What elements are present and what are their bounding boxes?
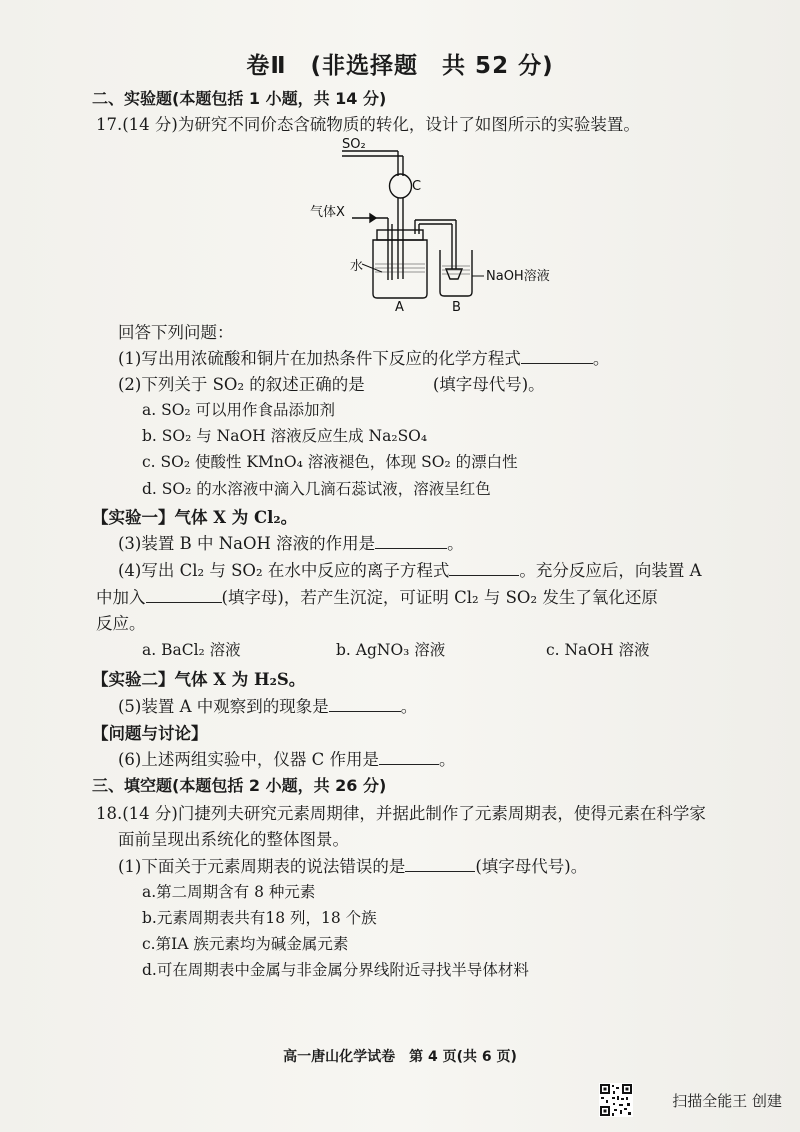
- label-b: B: [452, 300, 461, 314]
- q17-option-b: b. SO₂ 与 NaOH 溶液反应生成 Na₂SO₄: [142, 427, 428, 445]
- label-so2: SO₂: [342, 137, 366, 152]
- q18-option-a: a.第二周期含有 8 种元素: [142, 883, 316, 901]
- label-c: C: [412, 179, 422, 194]
- answer-blank[interactable]: [375, 534, 447, 549]
- q17-part5-end: 。: [400, 697, 418, 716]
- qr-code-icon: [599, 1083, 633, 1117]
- q17-stem: 17.(14 分)为研究不同价态含硫物质的转化，设计了如图所示的实验装置。: [96, 115, 640, 134]
- q17-part3-text: (3)装置 B 中 NaOH 溶液的作用是: [118, 534, 376, 553]
- q17-part2: [118, 371, 545, 395]
- q17-part4-option-c: c. NaOH 溶液: [546, 641, 650, 659]
- section3-heading: 三、填空题(本题包括 2 小题，共 26 分): [92, 776, 387, 795]
- q17-part5-text: (5)装置 A 中观察到的现象是: [118, 697, 329, 716]
- q17-part4-option-b: b. AgNO₃ 溶液: [336, 641, 446, 659]
- q17-part4-option-a: a. BaCl₂ 溶液: [142, 641, 241, 659]
- q17-part4-end: 。充分反应后，向装置 A: [519, 561, 702, 580]
- q17-option-d: d. SO₂ 的水溶液中滴入几滴石蕊试液，溶液呈红色: [142, 480, 491, 498]
- page-title: 卷Ⅱ (非选择题 共 52 分): [246, 53, 554, 79]
- q17-option-c: c. SO₂ 使酸性 KMnO₄ 溶液褪色，体现 SO₂ 的漂白性: [142, 453, 518, 471]
- q17-part3-end: 。: [447, 534, 464, 553]
- q17-prompt: 回答下列问题：: [118, 323, 234, 342]
- answer-blank[interactable]: [449, 561, 519, 576]
- q17-part6-text: (6)上述两组实验中，仪器 C 作用是: [118, 750, 379, 769]
- q17-option-a: a. SO₂ 可以用作食品添加剂: [142, 401, 336, 419]
- q17-part6-end: 。: [439, 750, 456, 769]
- answer-blank[interactable]: [521, 349, 593, 364]
- q17-part1-end: 。: [592, 349, 610, 368]
- page-footer: 高一唐山化学试卷 第 4 页(共 6 页): [283, 1049, 517, 1065]
- q17-part2-text: (2)下列关于 SO₂ 的叙述正确的是: [118, 375, 365, 394]
- q17-part1: [118, 345, 609, 369]
- section2-heading: 二、实验题(本题包括 1 小题，共 14 分): [92, 89, 387, 108]
- label-naoh: NaOH溶液: [486, 269, 550, 284]
- label-gas-x: 气体X: [310, 205, 345, 220]
- q17-part2-end: (填字母代号)。: [432, 375, 545, 394]
- answer-blank[interactable]: [379, 750, 439, 765]
- q17-part5: [118, 693, 417, 717]
- q18-stem-line2: 面前呈现出系统化的整体图景。: [118, 830, 349, 849]
- scanner-watermark: 扫描全能王 创建: [672, 1092, 782, 1110]
- q17-part4-line2: [96, 584, 658, 608]
- q17-part4-text: (4)写出 Cl₂ 与 SO₂ 在水中反应的离子方程式: [118, 561, 450, 580]
- q17-part4-line3: 反应。: [96, 614, 146, 633]
- q18-part1-end: (填字母代号)。: [475, 857, 588, 876]
- answer-blank[interactable]: [146, 588, 222, 603]
- q18-part1-text: (1)下面关于元素周期表的说法错误的是: [118, 857, 406, 876]
- q17-part4b-text: 中加入: [96, 588, 146, 607]
- q18-part1: [118, 853, 587, 877]
- apparatus-diagram: [300, 134, 570, 314]
- q17-part1-text: (1)写出用浓硫酸和铜片在加热条件下反应的化学方程式: [118, 349, 521, 368]
- answer-blank[interactable]: [365, 376, 433, 390]
- experiment1-heading: 【实验一】气体 X 为 Cl₂。: [92, 508, 298, 527]
- q17-part4b-end: (填字母)，若产生沉淀，可证明 Cl₂ 与 SO₂ 发生了氧化还原: [221, 588, 658, 607]
- q18-stem-line1: 18.(14 分)门捷列夫研究元素周期律，并据此制作了元素周期表，使得元素在科学家: [96, 804, 706, 823]
- experiment2-heading: 【实验二】气体 X 为 H₂S。: [92, 670, 306, 689]
- q17-part4-line1: [118, 557, 702, 581]
- answer-blank[interactable]: [329, 697, 401, 712]
- q18-option-d: d.可在周期表中金属与非金属分界线附近寻找半导体材料: [142, 961, 529, 979]
- answer-blank[interactable]: [405, 857, 475, 872]
- label-water: 水: [350, 259, 364, 274]
- q17-part6: [118, 746, 456, 770]
- q17-part3: [118, 530, 464, 554]
- q18-option-b: b.元素周期表共有18 列，18 个族: [142, 909, 377, 927]
- q18-option-c: c.第ⅠA 族元素均为碱金属元素: [142, 935, 349, 953]
- discussion-heading: 【问题与讨论】: [92, 724, 208, 743]
- label-a: A: [395, 300, 404, 314]
